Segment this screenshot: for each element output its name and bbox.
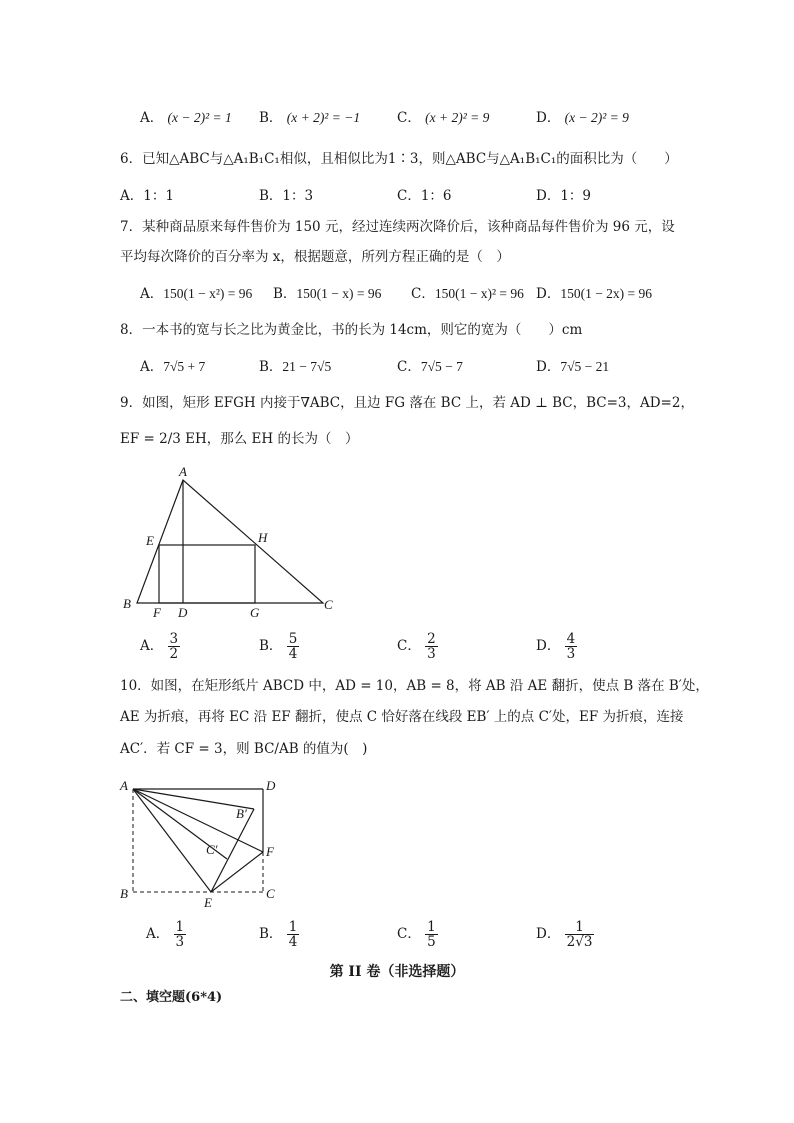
q6-option-b: B．1：3: [259, 188, 314, 204]
q7-option-b: B．150(1 − x) = 96: [273, 286, 382, 302]
label-c: C: [266, 886, 275, 901]
q8-option-c: C．7√5 − 7: [397, 359, 463, 375]
label-a: A: [179, 464, 187, 479]
q9-triangle-figure: [118, 462, 348, 622]
q7-option-d: D．150(1 − 2x) = 96: [536, 286, 653, 302]
q10-option-c: C． $\frac{1}{5}$: [397, 919, 436, 951]
label-b-prime: B′: [236, 806, 247, 821]
q9-stem-line1: 9．如图，矩形 EFGH 内接于∇ABC，且边 FG 落在 BC 上，若 AD ⊥ BC，BC=3，AD=2，: [120, 395, 694, 411]
q5-option-d: D． (x − 2)² = 9: [536, 110, 629, 126]
label-g: G: [250, 605, 260, 620]
label-a: A: [120, 778, 128, 793]
q6-stem: 6．已知△ABC与△A₁B₁C₁相似，且相似比为1∶3，则△ABC与△A₁B₁C₁的面积比为（ ）: [120, 151, 678, 167]
triangle-abc: [137, 480, 323, 603]
q5-option-c-expr: (x + 2)² = 9: [425, 110, 490, 125]
label-f: F: [153, 605, 161, 620]
q10-option-d: D． $\frac{1}{2√3}$: [536, 919, 593, 951]
q7-stem-line1: 7．某种商品原来每件售价为 150 元，经过连续两次降价后，该种商品每件售价为 96 元，设: [120, 219, 675, 235]
q7-stem-line2: 平均每次降价的百分率为 x，根据题意，所列方程正确的是（ ）: [120, 249, 510, 265]
q8-stem: 8．一本书的宽与长之比为黄金比，书的长为 14cm，则它的宽为（ ）cm: [120, 322, 583, 338]
fold-ae: [133, 789, 211, 892]
q9-option-d: D． $\frac{4}{3}$: [536, 631, 576, 663]
q5-option-c: C． (x + 2)² = 9: [397, 110, 490, 126]
label-d: D: [178, 605, 188, 620]
label-h: H: [258, 530, 268, 545]
label-c: C: [324, 597, 333, 612]
part-title: 二、填空题(6*4): [120, 990, 223, 1005]
q5-option-d-expr: (x − 2)² = 9: [564, 110, 629, 125]
q9-stem-line2: EF = 2/3 EH，那么 EH 的长为（ ）: [120, 431, 359, 447]
q5-option-a: A． (x − 2)² = 1: [140, 110, 232, 126]
q5-option-b: B． (x + 2)² = −1: [259, 110, 361, 126]
q8-option-b: B．21 − 7√5: [259, 359, 332, 375]
q5-option-b-expr: (x + 2)² = −1: [286, 110, 361, 125]
q8-option-d: D．7√5 − 21: [536, 359, 610, 375]
q7-option-c: C．150(1 − x)² = 96: [411, 286, 524, 302]
q9-option-a: A． $\frac{3}{2}$: [140, 631, 179, 663]
q10-option-a: A． $\frac{1}{3}$: [146, 919, 185, 951]
q10-folding-figure: [116, 772, 290, 912]
label-e: E: [146, 533, 154, 548]
q9-option-b: B． $\frac{5}{4}$: [259, 631, 298, 663]
rectangle-efgh: [159, 545, 255, 603]
q6-option-d: D．1：9: [536, 188, 592, 204]
label-e: E: [204, 895, 212, 910]
q7-option-a: A．150(1 − x²) = 96: [140, 286, 253, 302]
q6-option-a: A．1：1: [120, 188, 174, 204]
label-d: D: [266, 778, 276, 793]
q9-option-c: C． $\frac{2}{3}$: [397, 631, 436, 663]
q10-stem-line3: AC′．若 CF = 3，则 BC/AB 的值为( ): [120, 741, 368, 757]
label-b: B: [123, 596, 131, 611]
q5-option-a-expr: (x − 2)² = 1: [167, 110, 232, 125]
label-f: F: [266, 844, 274, 859]
fold-ef: [211, 852, 263, 892]
q8-option-a: A．7√5 + 7: [140, 359, 206, 375]
q10-option-b: B． $\frac{1}{4}$: [259, 919, 298, 951]
q6-option-c: C．1：6: [397, 188, 452, 204]
q10-stem-line1: 10．如图，在矩形纸片 ABCD 中，AD = 10，AB = 8，将 AB 沿 AE 翻折，使点 B 落在 B′处，: [120, 678, 709, 694]
label-c-prime: C′: [206, 842, 218, 857]
label-b: B: [120, 886, 128, 901]
section-title: 第 II 卷（非选择题）: [329, 964, 465, 980]
q10-stem-line2: AE 为折痕，再将 EC 沿 EF 翻折，使点 C 恰好落在线段 EB′ 上的点 C′处，EF 为折痕，连接: [120, 709, 684, 725]
